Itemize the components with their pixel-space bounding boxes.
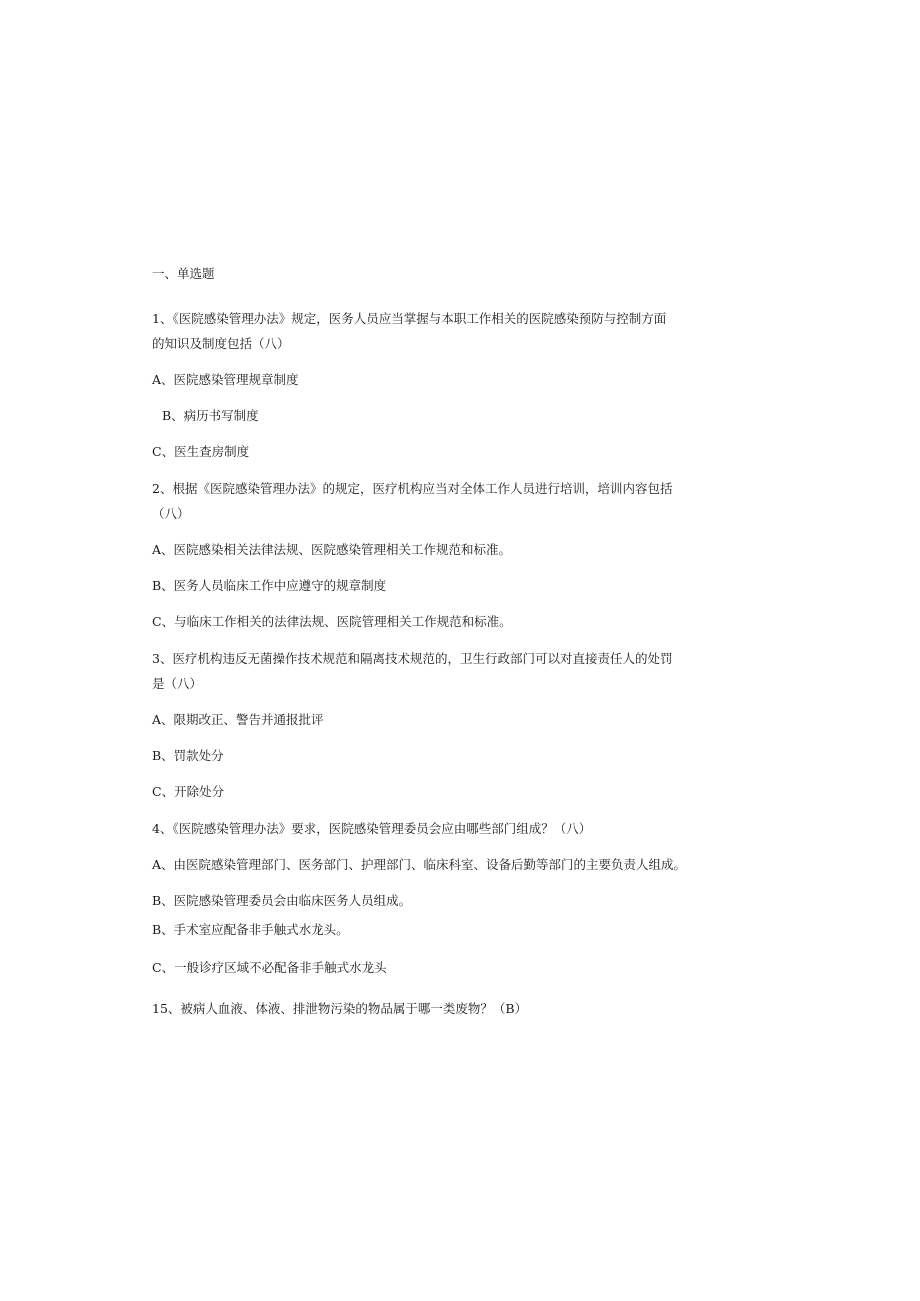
question-1-option-b: B、病历书写制度 — [162, 408, 259, 423]
question-1-text-cont: 的知识及制度包括（八） — [152, 336, 290, 351]
question-2-option-c: C、与临床工作相关的法律法规、医院管理相关工作规范和标准。 — [152, 614, 512, 629]
question-1-option-c: C、医生查房制度 — [152, 444, 250, 459]
question-3-text: 3、医疗机构违反无菌操作技术规范和隔离技术规范的，卫生行政部门可以对直接责任人的处罚 — [152, 651, 673, 666]
question-2-option-b: B、医务人员临床工作中应遵守的规章制度 — [152, 578, 387, 593]
section-heading: 一、单选题 — [152, 266, 215, 281]
question-4-text: 4、《医院感染管理办法》要求，医院感染管理委员会应由哪些部门组成？（八） — [152, 821, 592, 836]
question-2-option-a: A、医院感染相关法律法规、医院感染管理相关工作规范和标准。 — [152, 542, 512, 557]
question-4-option-b: B、医院感染管理委员会由临床医务人员组成。 — [152, 893, 412, 908]
question-1-text: 1、《医院感染管理办法》规定，医务人员应当掌握与本职工作相关的医院感染预防与控制方面 — [152, 311, 667, 326]
question-3-option-c: C、开除处分 — [152, 784, 225, 799]
faucet-option-b: B、手术室应配备非手触式水龙头。 — [152, 922, 349, 937]
faucet-option-c: C、一般诊疗区域不必配备非手触式水龙头 — [152, 960, 387, 975]
question-15-text: 15、被病人血液、体液、排泄物污染的物品属于哪一类废物？（B） — [152, 1001, 528, 1016]
question-2-text: 2、根据《医院感染管理办法》的规定，医疗机构应当对全体工作人员进行培训，培训内容包括 — [152, 481, 673, 496]
question-4-option-a: A、由医院感染管理部门、医务部门、护理部门、临床科室、设备后勤等部门的主要负责人组成。 — [152, 857, 687, 872]
question-2-text-cont: （八） — [152, 506, 190, 521]
question-3-text-cont: 是（八） — [152, 676, 203, 691]
question-1-option-a: A、医院感染管理规章制度 — [152, 372, 299, 387]
question-3-option-a: A、限期改正、警告并通报批评 — [152, 712, 324, 727]
question-3-option-b: B、罚款处分 — [152, 748, 224, 763]
